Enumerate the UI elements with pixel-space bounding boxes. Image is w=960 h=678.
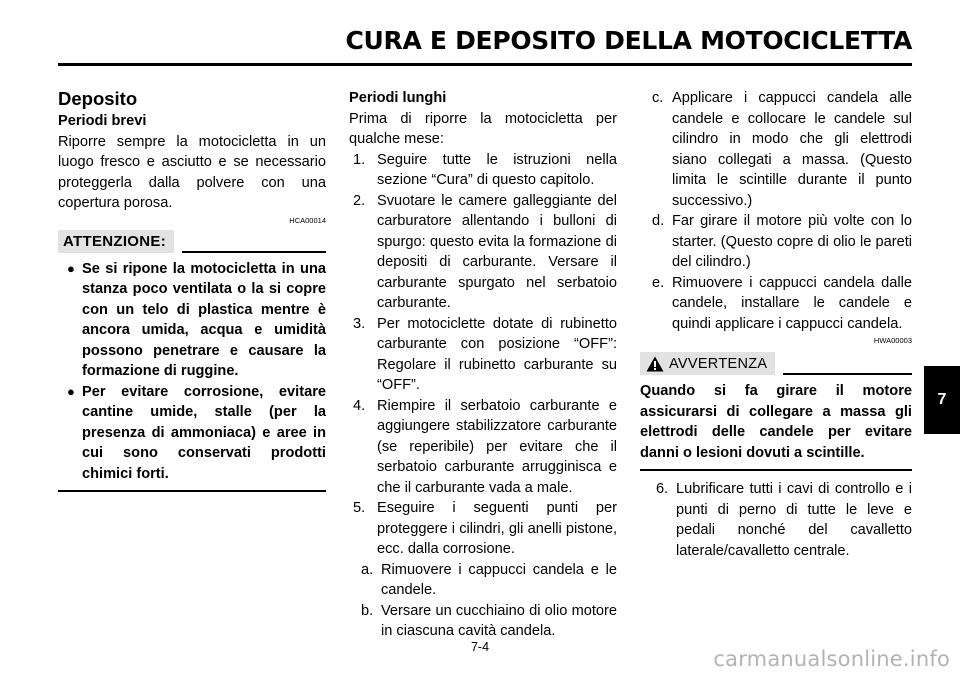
subheading-long-term: Periodi lunghi xyxy=(349,90,447,106)
list-item xyxy=(349,498,617,560)
list-item xyxy=(58,382,326,485)
caution-bullet-2: Per evitare corrosione, evitare cantine umide, stalle (per la presenza di ammoniaca) e aree in cui sono conservati prodotti chimici forti. xyxy=(82,383,326,482)
list-item xyxy=(58,259,326,382)
step-number: 3. xyxy=(353,315,366,332)
step-number: 4. xyxy=(353,397,366,414)
list-item xyxy=(640,273,912,335)
substep-text: Applicare i cappucci candela alle candele e collocare le candele sul cilindro in modo che gli elettrodi siano collegati a massa. (Questo limita le scintille durante il punto successivo.) xyxy=(672,90,912,209)
substep-letter: d. xyxy=(652,213,665,229)
warning-rule xyxy=(783,373,912,375)
intro-paragraph: Riporre sempre la motocicletta in un luogo fresco e asciutto e se necessario proteggerla dalla polvere con una copertura porosa. xyxy=(58,133,326,211)
step-text: Seguire tutte le istruzioni nella sezione “Cura” di questo capitolo. xyxy=(377,151,617,188)
substep-text: Rimuovere i cappucci candela dalle candele, installare le candele e quindi applicare i cappucci candela. xyxy=(672,274,912,332)
substep-letter: b. xyxy=(361,602,374,619)
warning-text: Quando si fa girare il motore assicurarsi di collegare a massa gli elettrodi delle candele per evitare danni o lesioni dovuti a scintille. xyxy=(640,383,912,461)
caution-list xyxy=(58,259,326,485)
step-text: Riempire il serbatoio carburante e aggiungere stabilizzatore carburante (se reperibile) per evitare che il serbatoio carburante arrugginisca e che il carburante vada a male. xyxy=(377,397,617,496)
warning-triangle-icon xyxy=(646,356,664,372)
column-1 xyxy=(58,88,326,492)
chapter-tab[interactable]: 7 xyxy=(924,366,960,434)
step-number: 1. xyxy=(353,151,366,168)
page-number: 7-4 xyxy=(470,640,490,654)
caution-bottom-rule xyxy=(58,490,326,492)
step-number: 6. xyxy=(656,481,669,497)
caution-rule xyxy=(182,251,326,253)
step-number: 5. xyxy=(353,500,366,516)
warning-label-box xyxy=(640,352,775,375)
substep-letter: c. xyxy=(652,90,664,106)
column-3 xyxy=(640,88,912,561)
caution-code: HCA00014 xyxy=(289,215,326,225)
substep-text: Rimuovere i cappucci candela e le candele. xyxy=(381,561,617,598)
caution-bullet-1: Se si ripone la motocicletta in una stanza poco ventilata o la si copre con un telo di plastica mentre è ancora umida, acqua e umidità possono penetrare e causare la formazione di ruggine. xyxy=(82,260,326,379)
list-item xyxy=(349,314,617,396)
warning-header xyxy=(640,352,912,375)
caution-header xyxy=(58,230,326,253)
warning-code: HWA00003 xyxy=(873,336,912,345)
step-number: 2. xyxy=(353,192,366,209)
list-item xyxy=(349,560,617,601)
list-item xyxy=(349,150,617,191)
long-term-intro: Prima di riporre la motocicletta per qualche mese: xyxy=(349,110,617,147)
section-heading: Deposito xyxy=(58,88,138,109)
step-text: Per motociclette dotate di rubinetto carburante con posizione “OFF”: Regolare il rubinetto carburante su “OFF”. xyxy=(377,315,617,393)
list-item xyxy=(640,88,912,211)
list-item xyxy=(349,601,617,642)
caution-label: ATTENZIONE: xyxy=(58,230,174,253)
list-item xyxy=(349,396,617,499)
title-rule xyxy=(58,63,912,66)
list-item xyxy=(640,211,912,273)
substep-letter: a. xyxy=(361,561,374,578)
column-2 xyxy=(349,88,617,642)
bullet-icon: ● xyxy=(67,260,75,276)
step-text: Lubrificare tutti i cavi di controllo e i punti di perno di tutte le leve e pedali nonché del cavalletto laterale/cavalletto centrale. xyxy=(676,481,912,559)
watermark: carmanualsonline.info xyxy=(713,647,950,671)
step-text: Eseguire i seguenti punti per proteggere i cilindri, gli anelli pistone, ecc. dalla corrosione. xyxy=(377,500,617,557)
substep-text: Versare un cucchiaino di olio motore in ciascuna cavità candela. xyxy=(381,602,617,639)
warning-label: AVVERTENZA xyxy=(669,356,768,372)
subheading-short-term: Periodi brevi xyxy=(58,113,147,129)
list-item xyxy=(349,191,617,314)
bullet-icon: ● xyxy=(67,383,75,399)
page-title: CURA E DEPOSITO DELLA MOTOCICLETTA xyxy=(345,26,912,55)
substep-text: Far girare il motore più volte con lo starter. (Questo copre di olio le pareti del cilindro.) xyxy=(672,213,912,270)
warning-bottom-rule xyxy=(640,469,912,471)
step-text: Svuotare le camere galleggiante del carburatore allentando i bulloni di spurgo: questo evita la formazione di depositi di carburante. Versare il carburante spurgato nel serbatoio carburante. xyxy=(377,192,617,311)
list-item xyxy=(640,479,912,561)
substep-letter: e. xyxy=(652,274,665,291)
